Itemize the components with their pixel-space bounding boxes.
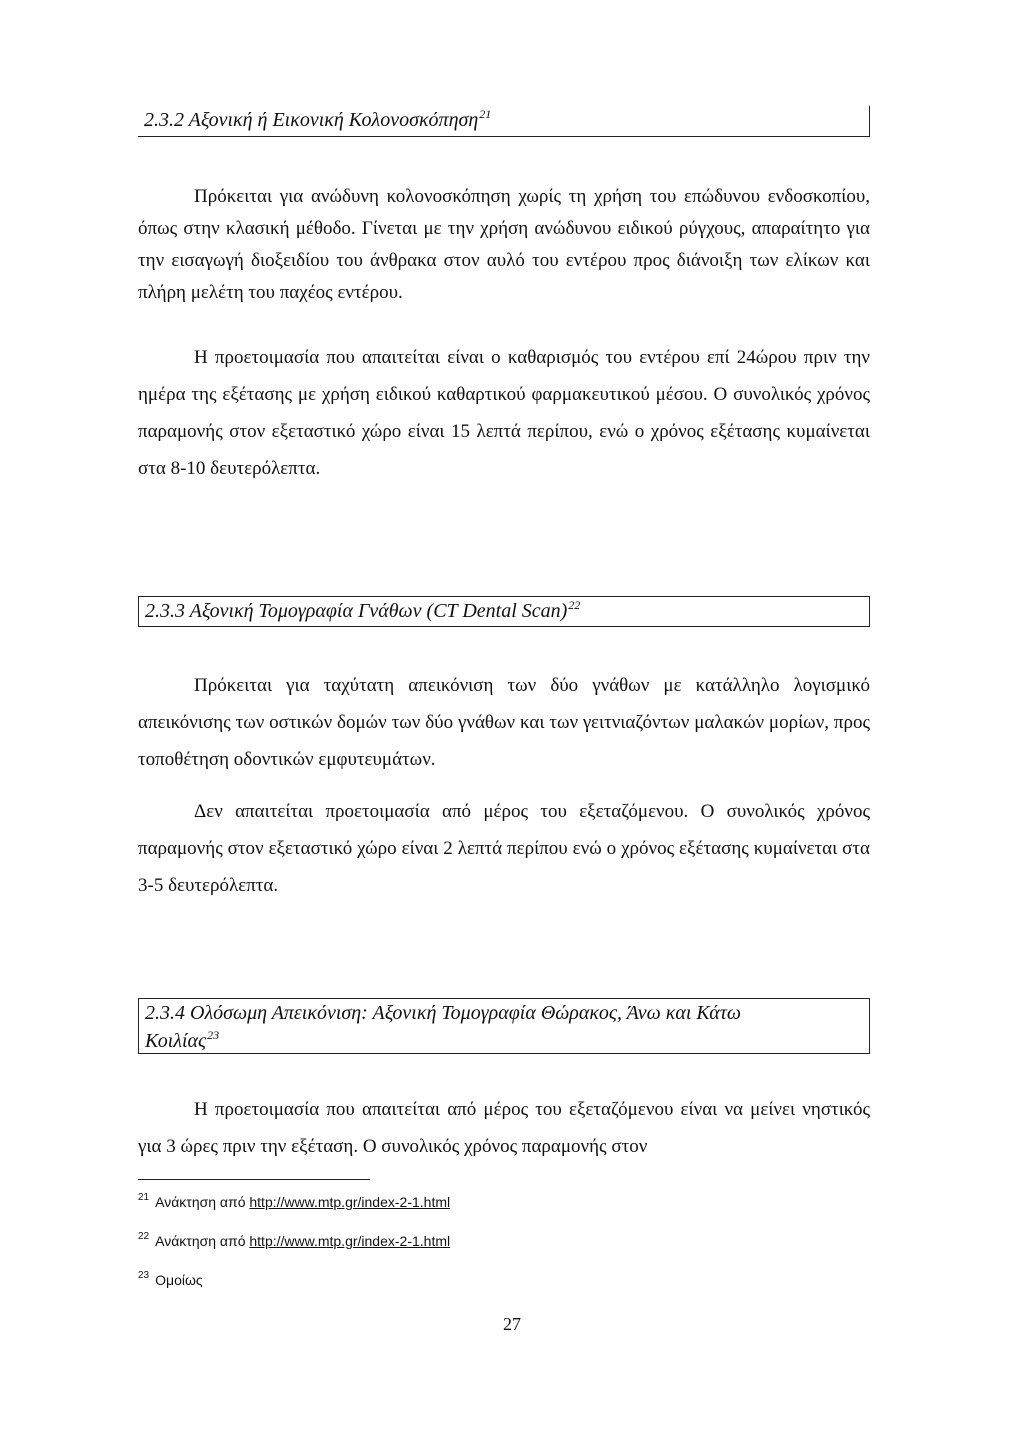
section-heading-line: Κοιλίας [145,1030,207,1052]
footnote-link[interactable]: http://www.mtp.gr/index-2-1.html [249,1194,451,1210]
footnote-ref: 22 [568,598,581,612]
paragraph: Πρόκειται για ανώδυνη κολονοσκόπηση χωρίς τη χρήση του επώδυνου ενδοσκοπίου, όπως στην κλασική μέθοδο. Γίνεται με την χρήση ανώδυνου ειδικού ρύγχους, απαραίτητο για την εισαγωγή διοξειδίου του άνθρακα στον αυλό του εντέρου προς διάνοιξη των ελίκων και πλήρη μελέτη του παχέος εντέρου. [138,186,870,303]
page-number: 27 [503,1314,521,1334]
paragraph: Πρόκειται για ταχύτατη απεικόνιση των δύο γνάθων με κατάλληλο λογισμικό απεικόνισης των οστικών δομών των δύο γνάθων και των γειτνιαζόντων μαλακών μορίων, προς τοποθέτηση οδοντικών εμφυτευμάτων. [138,675,870,770]
section-heading-line: 2.3.4 Ολόσωμη Απεικόνιση: Αξονική Τομογραφία Θώρακος, Άνω και Κάτω [145,1002,741,1024]
footnote-ref: 21 [479,107,492,121]
footnote-number: 22 [138,1231,150,1242]
footnote-text: Ομοίως [155,1272,203,1288]
footnote-text: Ανάκτηση από [155,1194,246,1210]
section-heading-text: 2.3.2 Αξονική ή Εικονική Κολονοσκόπηση [144,109,479,131]
footnote-text: Ανάκτηση από [155,1233,246,1249]
paragraph: Η προετοιμασία που απαιτείται από μέρος του εξεταζόμενου είναι να μείνει νηστικός για 3 ώρες πριν την εξέταση. Ο συνολικός χρόνος παραμονής στον [138,1099,870,1157]
paragraph: Η προετοιμασία που απαιτείται είναι ο καθαρισμός του εντέρου επί 24ώρου πριν την ημέρα της εξέτασης με χρήση ειδικού καθαρτικού φαρμακευτικού μέσου. Ο συνολικός χρόνος παραμονής στον εξεταστικό χώρο είναι 15 λεπτά περίπου, ενώ ο χρόνος εξέτασης κυμαίνεται στα 8-10 δευτερόλεπτα. [138,347,870,479]
section-heading-2-3-4 [138,998,870,1054]
footnote-21 [138,1192,450,1212]
footnote-number: 21 [138,1192,150,1203]
footnote-22 [138,1231,450,1251]
footnote-ref: 23 [207,1028,220,1042]
section-heading-2-3-2 [138,106,870,137]
paragraph: Δεν απαιτείται προετοιμασία από μέρος του εξεταζόμενου. Ο συνολικός χρόνος παραμονής στον εξεταστικό χώρο είναι 2 λεπτά περίπου ενώ ο χρόνος εξέτασης κυμαίνεται στα 3-5 δευτερόλεπτα. [138,801,870,896]
section-heading-2-3-3 [138,596,870,627]
footnote-separator [138,1179,370,1180]
footnote-number: 23 [138,1270,150,1281]
footnote-link[interactable]: http://www.mtp.gr/index-2-1.html [249,1233,451,1249]
footnote-23 [138,1270,203,1290]
section-heading-text: 2.3.3 Αξονική Τομογραφία Γνάθων (CT Dental Scan) [145,600,568,622]
